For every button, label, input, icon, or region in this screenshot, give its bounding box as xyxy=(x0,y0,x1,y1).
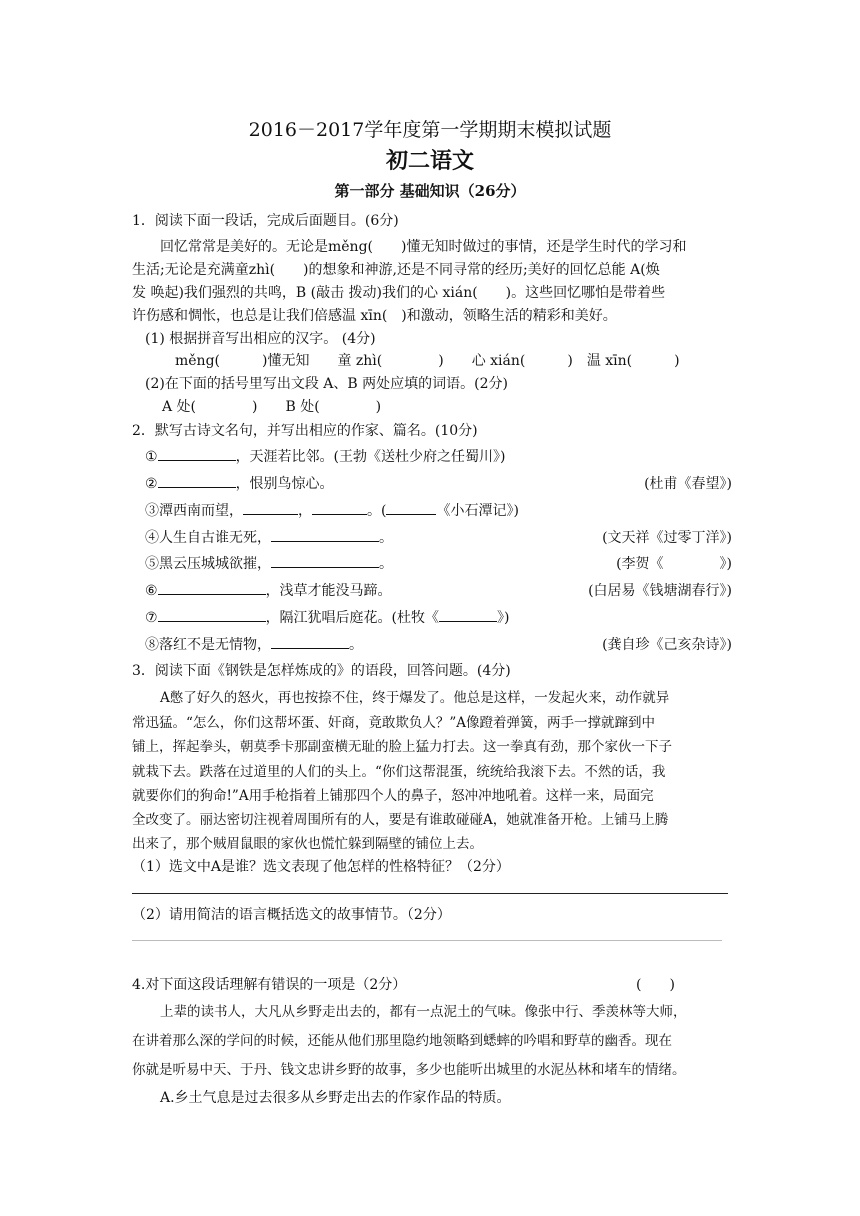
part-title: 第一部分 基础知识（26分） xyxy=(334,182,526,200)
q1-sub2-items: A 处( ) B 处( ) xyxy=(162,399,382,415)
q3-passage-line-4: 就栽下去。跌落在过道里的人们的头上。“你们这帮混蛋，统统给我滚下去。不然的话，我 xyxy=(132,764,666,780)
q3-passage-line-3: 铺上，挥起拳头，朝莫季卡那副蛮横无耻的脸上猛力打去。这一拳真有劲，那个家伙一下子 xyxy=(132,739,672,755)
q3-sub1: （1）选文中A是谁？选文表现了他怎样的性格特征？（2分） xyxy=(132,859,510,875)
q2-item-5-source: (李贺《 》) xyxy=(616,556,732,572)
q2-item-6: ⑥ ，浅草才能没马蹄。 xyxy=(145,580,392,600)
q2-item-4: ④人生自古谁无死， 。 xyxy=(145,527,393,547)
q2-item-3: ③潭西南而望， ， 。( 《小石潭记》) xyxy=(145,500,519,520)
answer-line[interactable] xyxy=(132,940,722,941)
answer-blank[interactable] xyxy=(386,500,436,515)
answer-blank[interactable] xyxy=(158,473,236,488)
q4-option-a: A.乡土气息是过去很多从乡野走出去的作家作品的特质。 xyxy=(160,1090,511,1106)
q2-item-4-source: (文天祥《过零丁洋》) xyxy=(602,530,732,546)
q1-passage-line-1: 回忆常常是美好的。无论是měng( )懂无知时做过的事情，还是学生时代的学习和 xyxy=(160,239,687,255)
q3-passage-line-1: A憋了好久的怒火，再也按捺不住，终于爆发了。他总是这样，一发起火来，动作就异 xyxy=(160,690,670,706)
subject-title: 初二语文 xyxy=(385,148,474,174)
answer-blank[interactable] xyxy=(271,553,379,568)
q2-item-6-source: (白居易《钱塘湖春行》) xyxy=(588,583,732,599)
q2-item-7: ⑦ ，隔江犹唱后庭花。(杜牧《 》) xyxy=(145,607,510,627)
q3-passage-line-6: 全改变了。丽达密切注视着周围所有的人，要是有谁敢碰碰A，她就准备开枪。上铺马上腾 xyxy=(132,812,669,828)
q2-item-1: ① ，天涯若比邻。(王勃《送杜少府之任蜀川》) xyxy=(145,446,506,466)
answer-line[interactable] xyxy=(132,893,728,894)
answer-blank[interactable] xyxy=(271,527,379,542)
q4-passage-line-3: 你就是听易中天、于丹、钱文忠讲乡野的故事，多少也能听出城里的水泥丛林和堵车的情绪。 xyxy=(132,1062,686,1078)
q2-item-8: ⑧落红不是无情物， 。 xyxy=(145,634,363,654)
q3-passage-line-7: 出来了，那个贼眉鼠眼的家伙也慌忙躲到隔壁的铺位上去。 xyxy=(132,836,483,852)
q4-passage-line-1: 上辈的读书人，大凡从乡野走出去的，都有一点泥土的气味。像张中行、季羡林等大师， xyxy=(160,1004,687,1020)
q3-sub2: （2）请用简洁的语言概括选文的故事情节。（2分） xyxy=(132,907,451,923)
q1-sub2: (2)在下面的括号里写出文段 A、B 两处应填的词语。(2分) xyxy=(145,376,508,392)
q2-item-8-source: (龚自珍《己亥杂诗》) xyxy=(602,637,732,653)
q1-sub1: (1) 根据拼音写出相应的汉字。 (4分) xyxy=(145,331,376,347)
answer-blank[interactable] xyxy=(439,607,497,622)
q4-stem: 4.对下面这段话理解有错误的一项是（2分） xyxy=(132,977,407,993)
answer-blank[interactable] xyxy=(271,634,349,649)
q2-stem: 2．默写古诗文名句，并写出相应的作家、篇名。(10分) xyxy=(132,423,478,439)
q1-passage-line-4: 许伤感和惆怅，也总是让我们倍感温 xīn( )和激动，领略生活的精彩和美好。 xyxy=(132,308,617,324)
q3-passage-line-5: 就要你们的狗命!”A用手枪指着上铺那四个人的鼻子，怒冲冲地吼着。这样一来，局面完 xyxy=(132,788,654,804)
q1-stem: 1．阅读下面一段话，完成后面题目。(6分) xyxy=(132,213,399,229)
exam-title: 2016－2017学年度第一学期期末模拟试题 xyxy=(248,119,612,141)
q1-passage-line-2: 生活;无论是充满童zhì( )的想象和神游,还是不同寻常的经历;美好的回忆总能 A(焕 xyxy=(132,262,660,278)
q4-passage-line-2: 在讲着那么深的学问的时候，还能从他们那里隐约地领略到蟋蟀的吟唱和野草的幽香。现在 xyxy=(132,1033,672,1049)
q3-stem: 3．阅读下面《钢铁是怎样炼成的》的语段，回答问题。(4分) xyxy=(132,663,511,679)
q1-passage-line-3: 发 唤起)我们强烈的共鸣，B (敲击 拨动)我们的心 xián( )。这些回忆哪怕是带着些 xyxy=(132,285,666,301)
q2-item-2: ② ，恨别鸟惊心。 xyxy=(145,473,334,493)
answer-blank[interactable] xyxy=(158,580,266,595)
answer-blank[interactable] xyxy=(158,446,236,461)
answer-blank[interactable] xyxy=(243,500,298,515)
answer-blank[interactable] xyxy=(158,607,266,622)
q1-sub1-items: měng( )懂无知 童 zhì( ) 心 xián( ) 温 xīn( ) xyxy=(175,353,680,369)
answer-blank[interactable] xyxy=(312,500,367,515)
q2-item-5: ⑤黑云压城城欲摧， 。 xyxy=(145,553,393,573)
q3-passage-line-2: 常迅猛。“怎么，你们这帮坏蛋、奸商，竟敢欺负人？”A像蹬着弹簧，两手一撑就蹿到中 xyxy=(132,715,656,731)
q2-item-2-source: (杜甫《春望》) xyxy=(644,476,732,492)
q4-answer-box[interactable]: ( ) xyxy=(636,977,675,993)
